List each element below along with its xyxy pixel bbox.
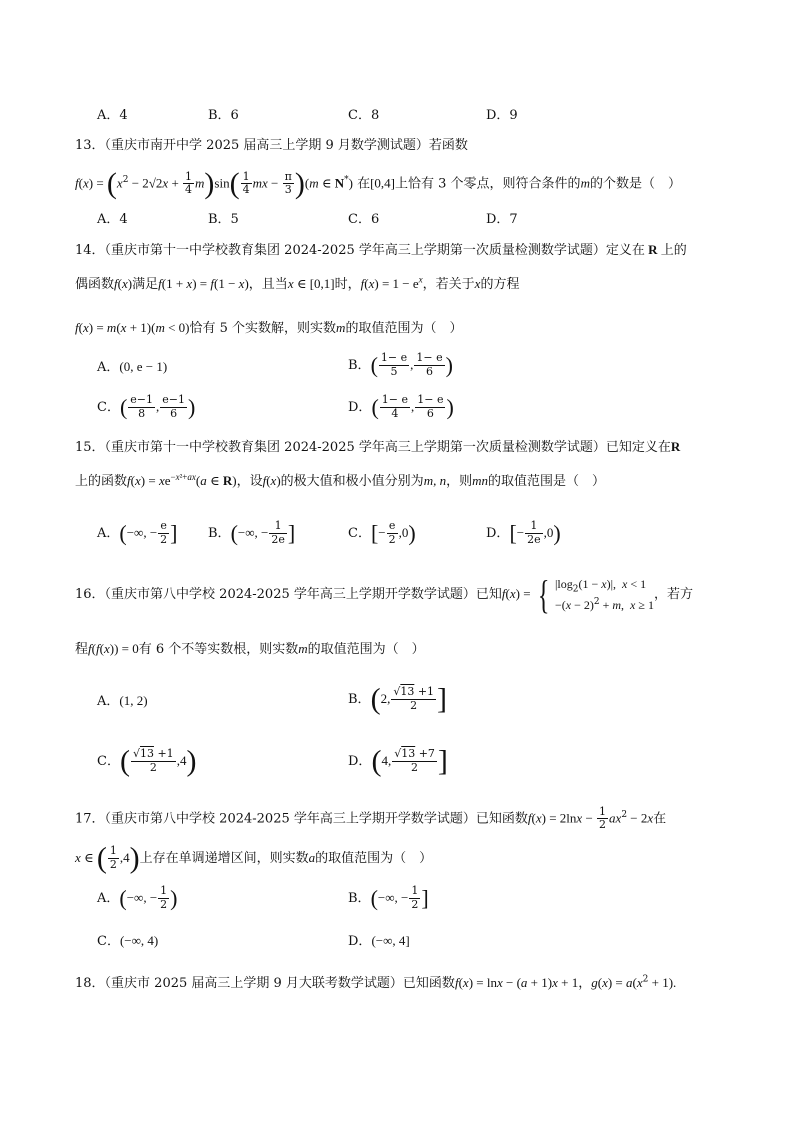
q14-option-c: C．( $\frac{e-1}{8}$ , $\frac{e-1}{6}$ )	[97, 393, 196, 420]
q12-option-c: C．8	[348, 108, 380, 123]
q13-tail: 的个数是（ ）	[589, 176, 681, 192]
q12-option-b: B．6	[208, 108, 239, 123]
q13-formula: $f(x) = (x^2 - 2√2x$ + $\frac{1}{4}$ m)sin( $\frac{1}{4}$ mx − $\frac{\pi}{3}$ )(m ∈ N*) 在[0,4]上恰有 3 个零点，则符合条件的m的个数是（ ）	[75, 166, 681, 200]
q14-option-b: B．( $\frac{1- e}{5}$ , $\frac{1- e}{6}$ )	[348, 351, 453, 378]
q17-option-a: A．(−∞, − $\frac{1}{2}$ )	[97, 884, 178, 911]
q17-line2: x ∈ ( $\frac{1}{2}$ ,4)上存在单调递增区间，则实数a的取值范围为（ ）	[75, 841, 433, 875]
q17-stem: 17．（重庆市第八中学校 2024-2025 学年高三上学期开学数学试题）已知函数f(x) = 2lnx − $\frac{1}{2}$ $ax^2 - 2x$在	[75, 804, 667, 832]
q18-stem: 18．（重庆市 2025 届高三上学期 9 月大联考数学试题）已知函数f(x) = lnx − (a + 1)x + 1，$g(x) = a(x^2 + 1)$.	[75, 974, 677, 991]
q17-option-b: B．(−∞, − $\frac{1}{2}$ ]	[348, 884, 429, 911]
q16-stem: 16．（重庆市第八中学校 2024-2025 学年高三上学期开学数学试题）已知f(x) = { $|\log_2(1 - x)|$, x < 1 $-(x - 2)^2 + m$, x ≥ 1，若方	[75, 571, 693, 617]
q15-option-b: B．(−∞, − $\frac{1}{2e}$ ]	[208, 519, 296, 546]
q15-stem: 15．（重庆市第十一中学校教育集团 2024-2025 学年高三上学期第一次质量检测数学试题）已知定义在R	[75, 439, 681, 455]
q14-stem: 14．（重庆市第十一中学校教育集团 2024-2025 学年高三上学期第一次质量检测数学试题）定义在 R 上的	[75, 242, 687, 258]
q17-option-d: D．(−∞, 4]	[348, 933, 410, 949]
q16-option-d: D．(4, $\frac{√13 +7}{2}$ ]	[348, 744, 448, 778]
q15-line2: 上的函数$f(x) = xe^{-x^2+ax}(a$ ∈ R)，设f(x)的极大值和极小值分别为m, n，则mn的取值范围是（ ）	[75, 471, 605, 489]
q13-option-c: C．6	[348, 212, 380, 227]
q14-option-d: D．( $\frac{1- e}{4}$ , $\frac{1- e}{6}$ )	[348, 393, 454, 420]
q12-option-a: A．4	[97, 108, 128, 123]
q13-option-b: B．5	[208, 212, 239, 227]
q16-line2: 程f(f(x)) = 0有 6 个不等实数根，则实数m的取值范围为（ ）	[75, 641, 425, 657]
q15-option-d: D．[− $\frac{1}{2e}$ ,0)	[486, 519, 561, 546]
q14-line2: 偶函数f(x)满足f(1 + x) = f(1 − x)，且当x ∈ [0,1]时，$f(x) = 1 - e^x$，若关于x的方程	[75, 274, 520, 292]
q13-option-a: A．4	[97, 212, 128, 227]
q15-option-a: A．(−∞, − $\frac{e}{2}$ ]	[97, 519, 178, 546]
q13-option-d: D．7	[486, 212, 518, 227]
q17-option-c: C．(−∞, 4)	[97, 933, 159, 949]
q15-option-c: C．[− $\frac{e}{2}$ ,0)	[348, 519, 416, 546]
q12-option-d: D．9	[486, 108, 518, 123]
q16-option-b: B．(2, $\frac{√13 +1}{2}$ ]	[348, 682, 448, 716]
q13-stem: 13．（重庆市南开中学 2025 届高三上学期 9 月数学测试题）若函数	[75, 138, 468, 153]
q14-line3: f(x) = m(x + 1)(m < 0)恰有 5 个实数解，则实数m的取值范围为（ ）	[75, 320, 463, 336]
q16-option-a: A．(1, 2)	[97, 693, 148, 709]
q14-option-a: A．(0, e − 1)	[97, 359, 168, 375]
q16-option-c: C．( $\frac{√13 +1}{2}$ ,4)	[97, 744, 197, 778]
q13-cond: 上恰有 3 个零点，则符合条件的	[395, 176, 581, 192]
